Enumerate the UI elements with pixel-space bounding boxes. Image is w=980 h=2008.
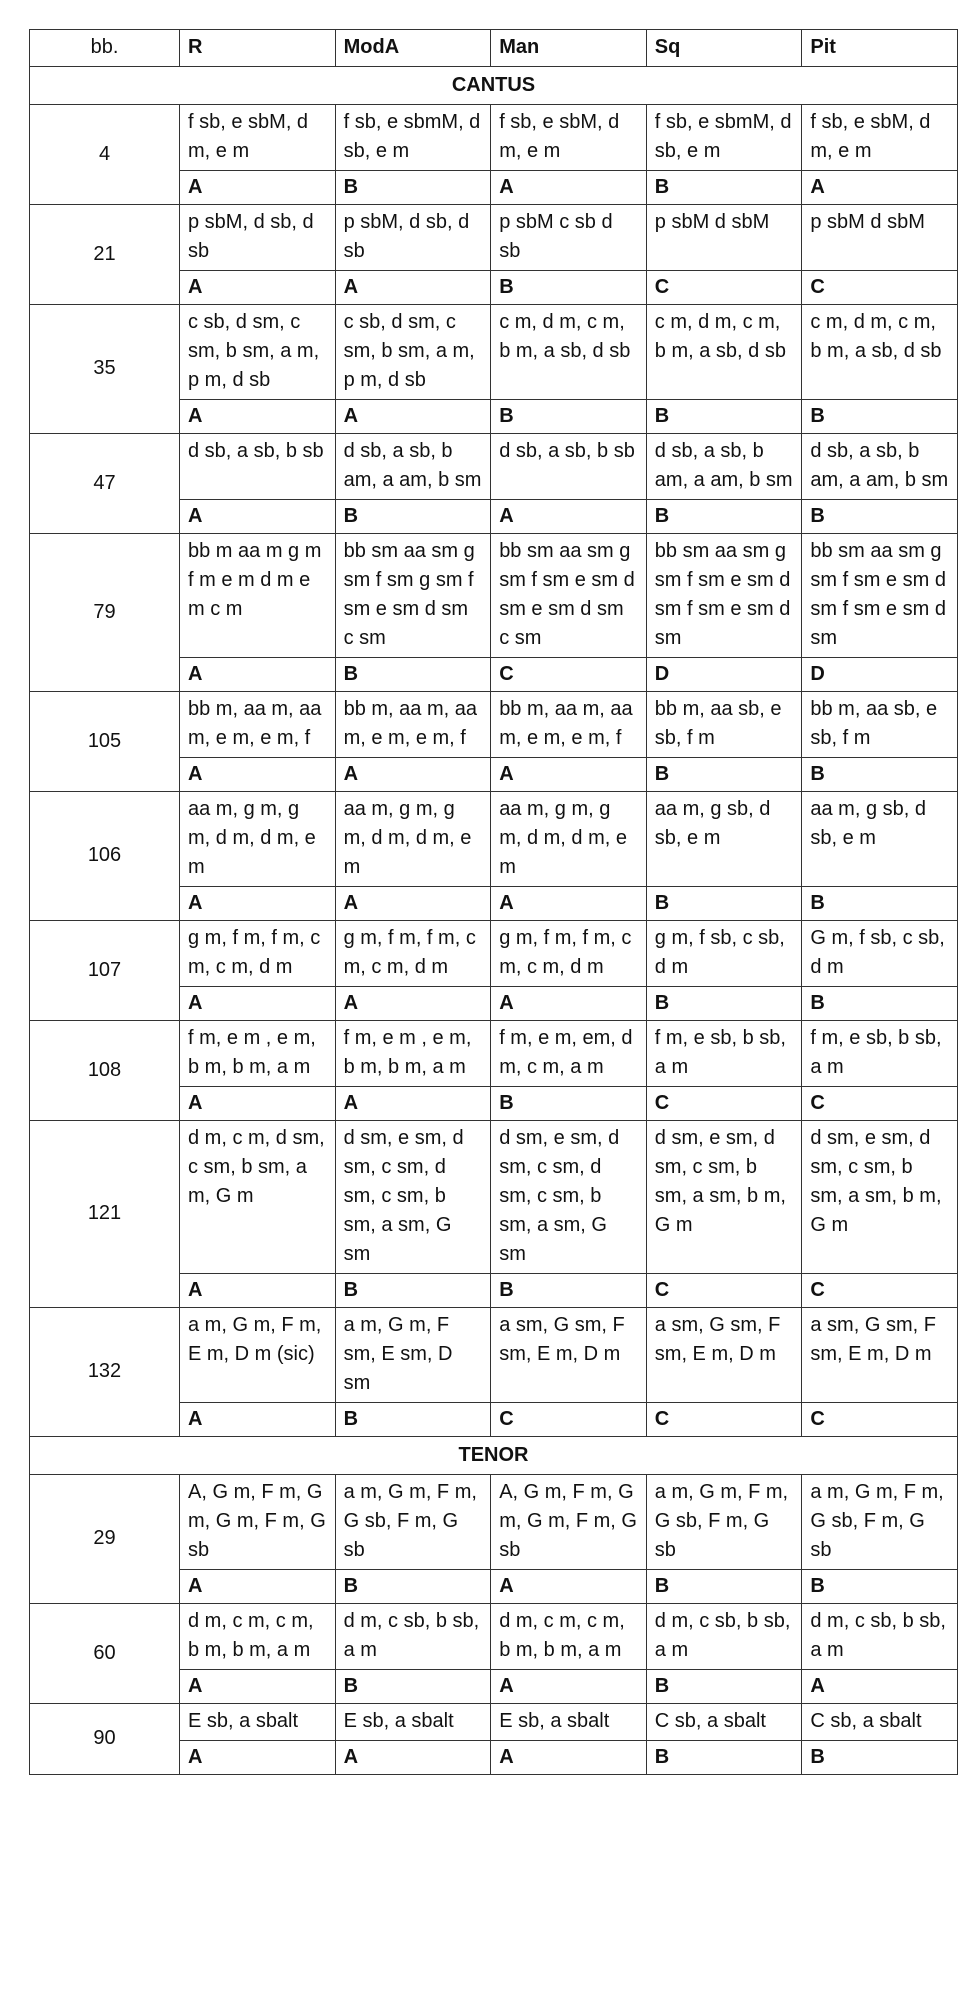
reading-cell: aa m, g m, g m, d m, d m, e m (180, 792, 336, 887)
group-letter-cell: A (180, 1403, 336, 1437)
bar-number: 107 (30, 921, 180, 1021)
reading-cell: bb sm aa sm g sm f sm e sm d sm f sm e sm d sm (646, 534, 802, 658)
reading-cell: d m, c m, d sm, c sm, b sm, a m, G m (180, 1121, 336, 1274)
group-letter-cell: C (646, 1087, 802, 1121)
group-letter-cell: B (491, 271, 647, 305)
table-body (30, 67, 958, 1775)
reading-cell: a m, G m, F m, G sb, F m, G sb (802, 1475, 958, 1570)
group-letter-cell: A (335, 271, 491, 305)
group-letter-cell: B (802, 500, 958, 534)
reading-cell: g m, f m, f m, c m, c m, d m (491, 921, 647, 987)
group-letter-cell: B (646, 171, 802, 205)
reading-cell: d sb, a sb, b am, a am, b sm (335, 434, 491, 500)
group-letter-cell: A (180, 1087, 336, 1121)
reading-cell: a m, G m, F m, G sb, F m, G sb (646, 1475, 802, 1570)
table-row (30, 692, 958, 758)
group-letter-cell: A (335, 400, 491, 434)
reading-cell: aa m, g m, g m, d m, d m, e m (491, 792, 647, 887)
group-letter-cell: B (646, 887, 802, 921)
group-letter-cell: A (335, 1087, 491, 1121)
reading-cell: bb m, aa sb, e sb, f m (646, 692, 802, 758)
reading-cell: bb m, aa sb, e sb, f m (802, 692, 958, 758)
group-letter-cell: A (491, 887, 647, 921)
reading-cell: g m, f m, f m, c m, c m, d m (335, 921, 491, 987)
group-letter-cell: A (491, 500, 647, 534)
header-moda: ModA (335, 30, 491, 67)
group-letter-cell: C (491, 1403, 647, 1437)
table-row (30, 305, 958, 400)
group-letter-cell: B (802, 400, 958, 434)
group-letter-cell: A (180, 1274, 336, 1308)
reading-cell: G m, f sb, c sb, d m (802, 921, 958, 987)
reading-cell: f m, e m , e m, b m, b m, a m (180, 1021, 336, 1087)
reading-cell: c sb, d sm, c sm, b sm, a m, p m, d sb (335, 305, 491, 400)
group-letter-cell: D (646, 658, 802, 692)
comparison-table-container (29, 29, 957, 1775)
group-letter-cell: A (335, 887, 491, 921)
bar-number: 35 (30, 305, 180, 434)
group-letter-cell: A (491, 1741, 647, 1775)
comparison-table (29, 29, 958, 1775)
reading-cell: f m, e m, em, d m, c m, a m (491, 1021, 647, 1087)
group-letter-cell: C (802, 1274, 958, 1308)
reading-cell: p sbM, d sb, d sb (180, 205, 336, 271)
reading-cell: d sb, a sb, b am, a am, b sm (646, 434, 802, 500)
group-letter-cell: B (491, 1274, 647, 1308)
group-letter-cell: A (180, 1670, 336, 1704)
header-row (30, 30, 958, 67)
reading-cell: aa m, g m, g m, d m, d m, e m (335, 792, 491, 887)
reading-cell: bb m aa m g m f m e m d m e m c m (180, 534, 336, 658)
group-letter-cell: B (335, 1670, 491, 1704)
reading-cell: A, G m, F m, G m, G m, F m, G sb (491, 1475, 647, 1570)
reading-cell: d m, c m, c m, b m, b m, a m (180, 1604, 336, 1670)
reading-cell: f sb, e sbM, d m, e m (491, 105, 647, 171)
table-row (30, 1308, 958, 1403)
group-letter-cell: B (646, 1570, 802, 1604)
reading-cell: g m, f sb, c sb, d m (646, 921, 802, 987)
group-letter-cell: A (180, 400, 336, 434)
reading-cell: d sm, e sm, d sm, c sm, b sm, a sm, b m, G m (646, 1121, 802, 1274)
reading-cell: C sb, a sbalt (802, 1704, 958, 1741)
group-letter-cell: B (335, 1403, 491, 1437)
group-letter-cell: C (802, 271, 958, 305)
group-letter-cell: B (802, 1570, 958, 1604)
group-letter-cell: C (491, 658, 647, 692)
reading-cell: f sb, e sbmM, d sb, e m (646, 105, 802, 171)
reading-cell: d sm, e sm, d sm, c sm, b sm, a sm, b m, G m (802, 1121, 958, 1274)
group-letter-cell: C (802, 1403, 958, 1437)
group-letter-cell: D (802, 658, 958, 692)
group-letter-cell: C (646, 271, 802, 305)
reading-cell: a sm, G sm, F sm, E m, D m (802, 1308, 958, 1403)
reading-cell: f m, e m , e m, b m, b m, a m (335, 1021, 491, 1087)
reading-cell: a m, G m, F m, G sb, F m, G sb (335, 1475, 491, 1570)
group-letter-cell: B (491, 1087, 647, 1121)
table-row (30, 434, 958, 500)
group-letter-cell: A (802, 1670, 958, 1704)
reading-cell: d sb, a sb, b sb (180, 434, 336, 500)
group-letter-cell: A (335, 987, 491, 1021)
reading-cell: a m, G m, F m, E m, D m (sic) (180, 1308, 336, 1403)
reading-cell: f sb, e sbmM, d sb, e m (335, 105, 491, 171)
reading-cell: E sb, a sbalt (335, 1704, 491, 1741)
group-letter-cell: A (491, 171, 647, 205)
reading-cell: aa m, g sb, d sb, e m (646, 792, 802, 887)
reading-cell: c m, d m, c m, b m, a sb, d sb (491, 305, 647, 400)
group-letter-cell: B (802, 887, 958, 921)
group-letter-cell: A (180, 500, 336, 534)
table-row (30, 1121, 958, 1274)
bar-number: 121 (30, 1121, 180, 1308)
group-letter-cell: B (335, 1570, 491, 1604)
bar-number: 21 (30, 205, 180, 305)
group-letter-cell: B (646, 758, 802, 792)
group-letter-cell: A (802, 171, 958, 205)
reading-cell: E sb, a sbalt (180, 1704, 336, 1741)
group-letter-cell: A (491, 1670, 647, 1704)
reading-cell: c sb, d sm, c sm, b sm, a m, p m, d sb (180, 305, 336, 400)
table-row (30, 921, 958, 987)
header-man: Man (491, 30, 647, 67)
group-letter-cell: A (180, 271, 336, 305)
table-row (30, 205, 958, 271)
group-letter-cell: A (180, 658, 336, 692)
group-letter-cell: A (180, 1570, 336, 1604)
bar-number: 79 (30, 534, 180, 692)
group-letter-cell: B (802, 758, 958, 792)
reading-cell: d sb, a sb, b am, a am, b sm (802, 434, 958, 500)
reading-cell: g m, f m, f m, c m, c m, d m (180, 921, 336, 987)
bar-number: 105 (30, 692, 180, 792)
group-letter-cell: B (646, 1741, 802, 1775)
reading-cell: E sb, a sbalt (491, 1704, 647, 1741)
reading-cell: p sbM c sb d sb (491, 205, 647, 271)
reading-cell: f m, e sb, b sb, a m (802, 1021, 958, 1087)
group-letter-cell: B (335, 171, 491, 205)
group-letter-cell: A (180, 758, 336, 792)
table-row (30, 1475, 958, 1570)
reading-cell: p sbM, d sb, d sb (335, 205, 491, 271)
reading-cell: bb sm aa sm g sm f sm e sm d sm f sm e sm d sm (802, 534, 958, 658)
reading-cell: C sb, a sbalt (646, 1704, 802, 1741)
group-letter-cell: A (335, 1741, 491, 1775)
group-letter-cell: A (491, 758, 647, 792)
table-row (30, 792, 958, 887)
reading-cell: c m, d m, c m, b m, a sb, d sb (802, 305, 958, 400)
section-row (30, 67, 958, 105)
reading-cell: bb m, aa m, aa m, e m, e m, f (180, 692, 336, 758)
header-r: R (180, 30, 336, 67)
group-letter-cell: C (646, 1274, 802, 1308)
group-letter-cell: A (491, 987, 647, 1021)
reading-cell: aa m, g sb, d sb, e m (802, 792, 958, 887)
section-title: CANTUS (30, 67, 958, 105)
group-letter-cell: B (646, 1670, 802, 1704)
bar-number: 108 (30, 1021, 180, 1121)
bar-number: 90 (30, 1704, 180, 1775)
reading-cell: p sbM d sbM (646, 205, 802, 271)
group-letter-cell: B (646, 500, 802, 534)
bar-number: 4 (30, 105, 180, 205)
reading-cell: d m, c sb, b sb, a m (646, 1604, 802, 1670)
header-bb: bb. (30, 30, 180, 67)
bar-number: 60 (30, 1604, 180, 1704)
table-row (30, 534, 958, 658)
reading-cell: f sb, e sbM, d m, e m (180, 105, 336, 171)
reading-cell: d m, c sb, b sb, a m (802, 1604, 958, 1670)
reading-cell: a sm, G sm, F sm, E m, D m (491, 1308, 647, 1403)
reading-cell: bb m, aa m, aa m, e m, e m, f (335, 692, 491, 758)
reading-cell: f m, e sb, b sb, a m (646, 1021, 802, 1087)
table-row (30, 1021, 958, 1087)
reading-cell: p sbM d sbM (802, 205, 958, 271)
table-row (30, 1604, 958, 1670)
reading-cell: a sm, G sm, F sm, E m, D m (646, 1308, 802, 1403)
group-letter-cell: B (335, 658, 491, 692)
group-letter-cell: A (180, 1741, 336, 1775)
reading-cell: d sm, e sm, d sm, c sm, d sm, c sm, b sm, a sm, G sm (335, 1121, 491, 1274)
reading-cell: c m, d m, c m, b m, a sb, d sb (646, 305, 802, 400)
group-letter-cell: A (180, 987, 336, 1021)
reading-cell: d m, c sb, b sb, a m (335, 1604, 491, 1670)
group-letter-cell: C (802, 1087, 958, 1121)
group-letter-cell: B (335, 500, 491, 534)
bar-number: 47 (30, 434, 180, 534)
group-letter-cell: B (646, 400, 802, 434)
section-row (30, 1437, 958, 1475)
bar-number: 29 (30, 1475, 180, 1604)
group-letter-cell: B (802, 1741, 958, 1775)
reading-cell: d sb, a sb, b sb (491, 434, 647, 500)
reading-cell: f sb, e sbM, d m, e m (802, 105, 958, 171)
group-letter-cell: B (802, 987, 958, 1021)
reading-cell: d m, c m, c m, b m, b m, a m (491, 1604, 647, 1670)
group-letter-cell: B (646, 987, 802, 1021)
group-letter-cell: A (180, 171, 336, 205)
group-letter-cell: A (180, 887, 336, 921)
table-row (30, 105, 958, 171)
section-title: TENOR (30, 1437, 958, 1475)
header-pit: Pit (802, 30, 958, 67)
bar-number: 106 (30, 792, 180, 921)
group-letter-cell: A (491, 1570, 647, 1604)
header-sq: Sq (646, 30, 802, 67)
group-letter-cell: C (646, 1403, 802, 1437)
reading-cell: d sm, e sm, d sm, c sm, d sm, c sm, b sm, a sm, G sm (491, 1121, 647, 1274)
group-letter-cell: A (335, 758, 491, 792)
reading-cell: bb sm aa sm g sm f sm e sm d sm e sm d sm c sm (491, 534, 647, 658)
reading-cell: A, G m, F m, G m, G m, F m, G sb (180, 1475, 336, 1570)
table-row (30, 1704, 958, 1741)
group-letter-cell: B (491, 400, 647, 434)
reading-cell: bb sm aa sm g sm f sm g sm f sm e sm d sm c sm (335, 534, 491, 658)
group-letter-cell: B (335, 1274, 491, 1308)
bar-number: 132 (30, 1308, 180, 1437)
reading-cell: bb m, aa m, aa m, e m, e m, f (491, 692, 647, 758)
reading-cell: a m, G m, F sm, E sm, D sm (335, 1308, 491, 1403)
